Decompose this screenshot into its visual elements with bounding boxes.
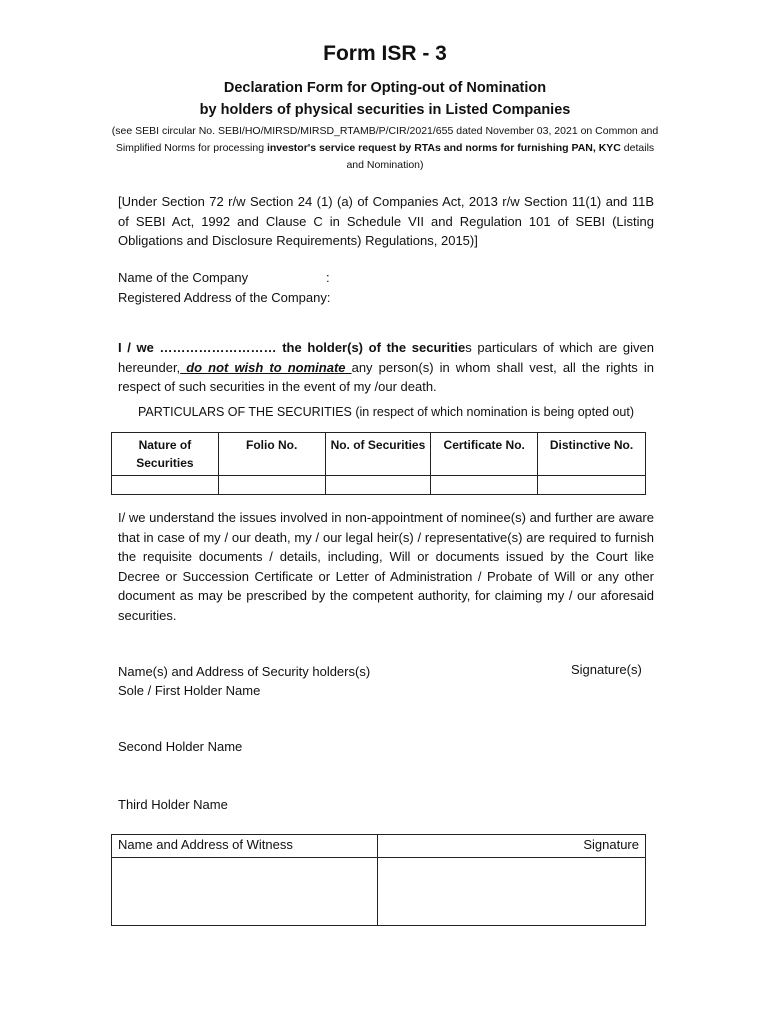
understanding-statement: I/ we understand the issues involved in non-appointment of nominee(s) and further are aware that in case of my / our death, my / our legal heir(s) / representative(s) are required to furnish the requisite documents / details, including, Will or documents issued by the Court like Decree or Succession Certificate or Letter of Administration / Probate of Will or any other document as may be prescribed by the competent authority, for claiming my / our aforesaid securities.: [118, 510, 654, 623]
col-distinctive-no: Distinctive No.: [538, 433, 646, 476]
cell-no-of-securities[interactable]: [325, 476, 431, 495]
declaration-do-not-nominate: do not wish to nominate: [180, 359, 352, 375]
company-name-label: Name of the Company: [118, 270, 249, 285]
witness-name-address-label: Name and Address of Witness: [112, 835, 378, 858]
note-prefix: (see SEBI circular No. SEBI/HO/MIRSD/MIRSD_RTAMB/P/CIR/2021/655 dated November 03, 2021 on Common and Simplified Norms for processing: [111, 125, 659, 154]
form-subtitle-line2: by holders of physical securities in Listed Companies: [199, 102, 571, 118]
signatures-label: Signature(s): [571, 662, 642, 677]
sebi-circular-note: [110, 123, 660, 174]
first-holder-label: Sole / First Holder Name: [118, 683, 261, 698]
cell-distinctive-no[interactable]: [538, 476, 646, 495]
holders-block: [118, 662, 370, 700]
opt-out-declaration: [118, 338, 654, 397]
cell-nature-of-securities[interactable]: [112, 476, 219, 495]
note-bold: investor's service request by RTAs and norms for furnishing PAN, KYC: [266, 142, 621, 154]
col-certificate-no: Certificate No.: [431, 433, 538, 476]
declaration-part4: any person(s) in whom shall vest, all the rights in respect of such securities in the event of my /our death.: [118, 359, 654, 394]
cell-folio-no[interactable]: [218, 476, 325, 495]
witness-entry-row: [112, 858, 646, 926]
note-suffix: details and Nomination): [346, 142, 655, 171]
legal-reference: [Under Section 72 r/w Section 24 (1) (a) of Companies Act, 2013 r/w Section 11(1) and 11B of SEBI Act, 1992 and Clause C in Schedule VII and Regulation 101 of SEBI (Listing Obligations and Disclosure Requirements) Regulations, 2015)]: [118, 194, 654, 248]
declaration-part1: I / we ……………………… the holder(s) of the securitie: [118, 340, 466, 355]
company-address-label: Registered Address of the Company:: [118, 290, 331, 305]
declaration-part2: s particulars of which are given hereunder,: [118, 340, 654, 375]
company-name-colon: :: [326, 270, 330, 285]
witness-header-row: [112, 835, 646, 858]
securities-header-row: [112, 433, 646, 476]
witness-signature-cell[interactable]: [378, 858, 646, 926]
col-nature-of-securities: Nature of Securities: [112, 433, 219, 476]
col-folio-no: Folio No.: [218, 433, 325, 476]
securities-entry-row: [112, 476, 646, 495]
witness-table: [111, 834, 646, 926]
particulars-heading: PARTICULARS OF THE SECURITIES (in respect of which nomination is being opted out): [137, 405, 635, 419]
form-subtitle-line1: Declaration Form for Opting-out of Nomination: [223, 80, 547, 96]
form-title: Form ISR - 3: [323, 42, 447, 65]
witness-signature-label: Signature: [378, 835, 646, 858]
second-holder-label: Second Holder Name: [118, 739, 243, 754]
witness-name-address-cell[interactable]: [112, 858, 378, 926]
cell-certificate-no[interactable]: [431, 476, 538, 495]
holders-names-label: Name(s) and Address of Security holders(s): [118, 664, 371, 679]
third-holder-label: Third Holder Name: [118, 797, 228, 812]
securities-table: [111, 432, 646, 495]
col-no-of-securities: No. of Securities: [325, 433, 431, 476]
